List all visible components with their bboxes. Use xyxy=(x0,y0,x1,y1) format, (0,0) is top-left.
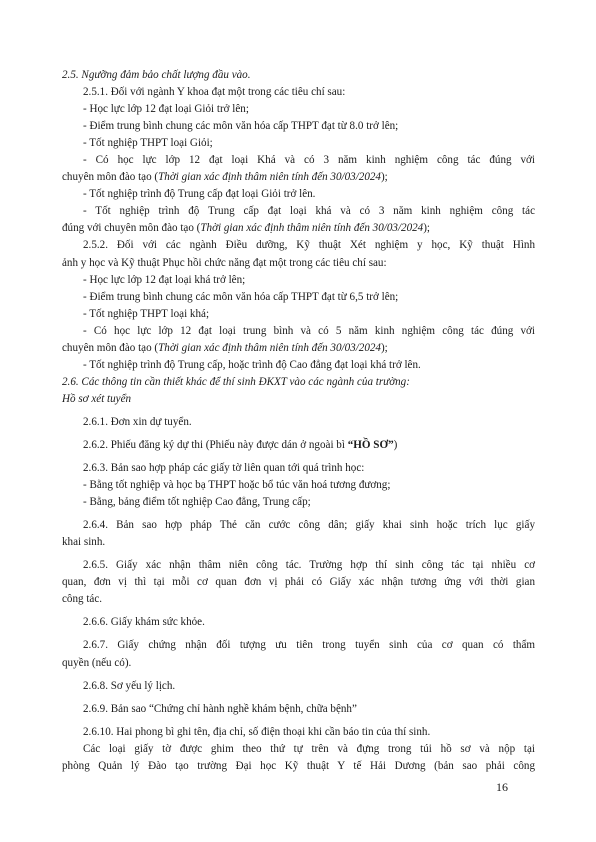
dossier-item: 2.6.3. Bản sao hợp pháp các giấy tờ liên quan tới quá trình học: xyxy=(83,462,365,475)
criterion-item-cont: đúng với chuyên môn đào tạo (Thời gian xác định thâm niên tính đến 30/03/2024); xyxy=(62,222,430,235)
criterion-item: - Tốt nghiệp THPT loại khá; xyxy=(83,307,210,320)
criterion-item: - Học lực lớp 12 đạt loại khá trở lên; xyxy=(83,273,246,286)
criterion-item: - Có học lực lớp 12 đạt loại trung bình và có 5 năm kinh nghiệm công tác đúng với xyxy=(83,324,535,337)
dossier-item: 2.6.7. Giấy chứng nhận đối tượng ưu tiên trong tuyển sinh của cơ quan có thẩm xyxy=(83,639,535,652)
criterion-item: - Tốt nghiệp trình độ Trung cấp, hoặc trình độ Cao đẳng đạt loại khá trở lên. xyxy=(83,358,421,371)
criterion-item: - Học lực lớp 12 đạt loại Giỏi trở lên; xyxy=(83,103,249,116)
subsection-2-5-2-cont: ảnh y học và Kỹ thuật Phục hồi chức năng đạt một trong các tiêu chí sau: xyxy=(62,256,387,269)
dossier-item: 2.6.1. Đơn xin dự tuyển. xyxy=(83,415,192,428)
section-subheading: Hồ sơ xét tuyển xyxy=(62,392,132,405)
dossier-item: 2.6.4. Bản sao hợp pháp Thẻ căn cước công dân; giấy khai sinh hoặc trích lục giấy xyxy=(83,519,535,532)
page-number: 16 xyxy=(496,780,508,794)
criterion-item: - Tốt nghiệp trình độ Trung cấp đạt loại Giỏi trở lên. xyxy=(83,188,316,201)
dossier-item-cont: quan, đơn vị thì tại mỗi cơ quan đơn vị phải có Giấy xác nhận tương ứng với thời gian xyxy=(62,576,535,589)
dossier-item: 2.6.9. Bản sao “Chứng chỉ hành nghề khám bệnh, chữa bệnh” xyxy=(83,702,357,715)
dossier-item: 2.6.8. Sơ yếu lý lịch. xyxy=(83,679,176,692)
dossier-item: 2.6.2. Phiếu đăng ký dự thi (Phiếu này được dán ở ngoài bì “HỒ SƠ”) xyxy=(83,438,398,451)
dossier-subitem: - Bằng, bảng điểm tốt nghiệp Cao đẳng, Trung cấp; xyxy=(83,496,311,509)
dossier-item-cont: quyền (nếu có). xyxy=(62,656,132,669)
criterion-item-cont: chuyên môn đào tạo (Thời gian xác định thâm niên tính đến 30/03/2024); xyxy=(62,341,388,354)
subsection-2-5-1: 2.5.1. Đối với ngành Y khoa đạt một trong các tiêu chí sau: xyxy=(83,86,346,99)
criterion-item: - Có học lực lớp 12 đạt loại Khá và có 3 năm kinh nghiệm công tác đúng với xyxy=(83,154,535,167)
criterion-item: - Tốt nghiệp THPT loại Giỏi; xyxy=(83,137,213,150)
criterion-item: - Điểm trung bình chung các môn văn hóa cấp THPT đạt từ 8.0 trở lên; xyxy=(83,120,399,133)
section-heading-2-6: 2.6. Các thông tin cần thiết khác để thí sinh ĐKXT vào các ngành của trường: xyxy=(62,375,410,388)
subsection-2-5-2: 2.5.2. Đối với các ngành Điều dưỡng, Kỹ thuật Xét nghiệm y học, Kỹ thuật Hình xyxy=(83,239,535,252)
criterion-item-cont: chuyên môn đào tạo (Thời gian xác định thâm niên tính đến 30/03/2024); xyxy=(62,171,388,184)
dossier-subitem: - Bằng tốt nghiệp và học bạ THPT hoặc bổ túc văn hoá tương đương; xyxy=(83,479,391,492)
closing-paragraph: Các loại giấy tờ được ghim theo thứ tự trên và đựng trong túi hồ sơ và nộp tại xyxy=(83,742,535,755)
dossier-item: 2.6.10. Hai phong bì ghi tên, địa chỉ, số điện thoại khi cần báo tin của thí sinh. xyxy=(83,725,431,738)
dossier-item: 2.6.5. Giấy xác nhận thâm niên công tác. Trường hợp thí sinh công tác tại nhiều cơ xyxy=(83,559,535,572)
criterion-item: - Tốt nghiệp trình độ Trung cấp đạt loại khá và có 3 năm kinh nghiệm công tác xyxy=(83,205,535,218)
closing-paragraph-cont: phòng Quản lý Đào tạo trường Đại học Kỹ thuật Y tế Hải Dương (bản sao phải công xyxy=(62,759,535,772)
dossier-item-cont: công tác. xyxy=(62,593,103,606)
dossier-item: 2.6.6. Giấy khám sức khỏe. xyxy=(83,616,205,629)
section-heading-2-5: 2.5. Ngưỡng đảm bảo chất lượng đầu vào. xyxy=(62,69,251,81)
dossier-item-cont: khai sinh. xyxy=(62,536,106,549)
criterion-item: - Điểm trung bình chung các môn văn hóa cấp THPT đạt từ 6,5 trở lên; xyxy=(83,290,399,303)
